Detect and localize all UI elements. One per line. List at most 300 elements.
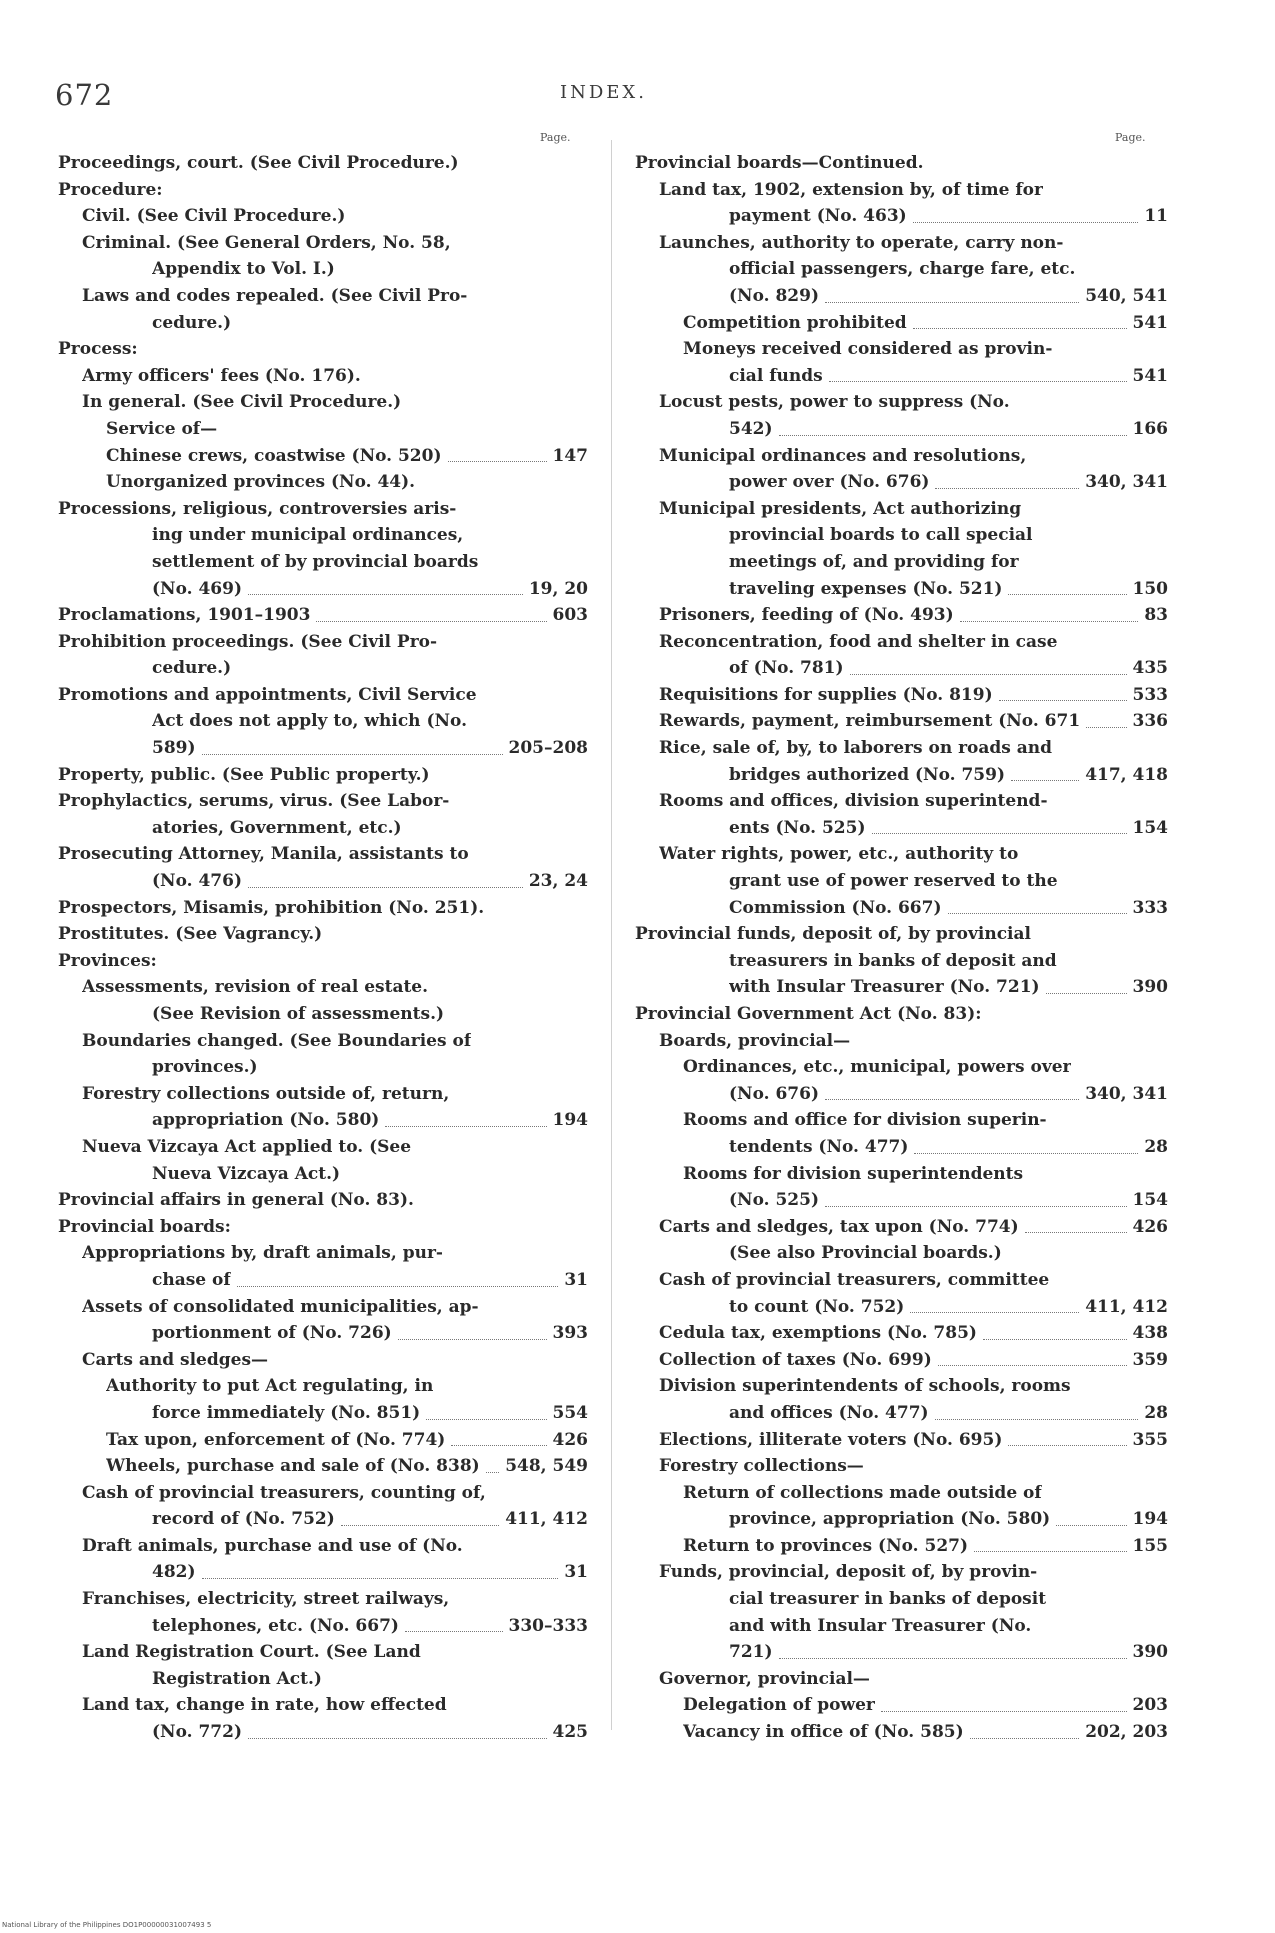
entry-text: Prohibition proceedings. (See Civil Pro- — [58, 631, 438, 652]
leader-dots — [935, 488, 1079, 489]
index-entry — [635, 1001, 1168, 1028]
index-entry — [58, 1666, 588, 1693]
entry-text: Locust pests, power to suppress (No. — [659, 392, 1010, 413]
index-entry — [58, 363, 588, 390]
entry-text: Carts and sledges, tax upon (No. 774) — [659, 1216, 1019, 1237]
index-entry — [58, 1400, 588, 1427]
entry-text: Act does not apply to, which (No. — [152, 711, 468, 732]
index-entry — [58, 655, 588, 682]
index-entry — [635, 629, 1168, 656]
index-entry — [58, 443, 588, 470]
page-reference: 150 — [1132, 578, 1168, 599]
leader-dots — [398, 1339, 547, 1340]
entry-text: Forestry collections outside of, return, — [82, 1083, 450, 1104]
index-entry — [58, 469, 588, 496]
entry-text: chase of — [152, 1269, 231, 1290]
running-head: INDEX. — [560, 82, 647, 103]
index-entry — [635, 203, 1168, 230]
leader-dots — [248, 594, 523, 595]
entry-text: province, appropriation (No. 580) — [729, 1509, 1051, 1530]
entry-text: provinces.) — [152, 1057, 258, 1078]
left-index-column — [58, 150, 588, 1746]
index-entry — [635, 1586, 1168, 1613]
index-entry — [635, 974, 1168, 1001]
entry-text: Proclamations, 1901–1903 — [58, 605, 311, 626]
index-entry — [58, 1347, 588, 1374]
index-entry — [58, 1081, 588, 1108]
entry-text: 542) — [729, 418, 773, 439]
entry-text: atories, Government, etc.) — [152, 817, 402, 838]
entry-text: bridges authorized (No. 759) — [729, 764, 1005, 785]
entry-text: Division superintendents of schools, rooms — [659, 1376, 1071, 1397]
index-entry — [58, 735, 588, 762]
index-entry — [635, 443, 1168, 470]
entry-text: (No. 476) — [152, 871, 242, 892]
index-entry — [635, 1400, 1168, 1427]
index-entry — [58, 1639, 588, 1666]
leader-dots — [914, 1153, 1138, 1154]
page-reference: 166 — [1132, 418, 1168, 439]
entry-text: Assessments, revision of real estate. — [82, 977, 429, 998]
entry-text: Processions, religious, controversies aris- — [58, 498, 457, 519]
page-reference: 330–333 — [508, 1615, 588, 1636]
index-entry — [635, 1028, 1168, 1055]
index-entry — [635, 522, 1168, 549]
index-entry — [58, 283, 588, 310]
page-reference: 203 — [1132, 1695, 1168, 1716]
page-reference: 435 — [1132, 658, 1168, 679]
entry-text: cedure.) — [152, 312, 232, 333]
entry-text: Prophylactics, serums, virus. (See Labor- — [58, 791, 450, 812]
leader-dots — [451, 1445, 546, 1446]
page-reference: 541 — [1132, 365, 1168, 386]
index-entry — [58, 841, 588, 868]
entry-text: Provincial affairs in general (No. 83). — [58, 1190, 414, 1211]
index-entry — [635, 1320, 1168, 1347]
index-entry — [635, 230, 1168, 257]
entry-text: and with Insular Treasurer (No. — [729, 1615, 1032, 1636]
entry-text: Rewards, payment, reimbursement (No. 671 — [659, 711, 1081, 732]
index-entry — [635, 1161, 1168, 1188]
leader-dots — [1025, 1232, 1127, 1233]
leader-dots — [1008, 594, 1126, 595]
index-entry — [58, 389, 588, 416]
leader-dots — [341, 1525, 499, 1526]
index-entry — [58, 682, 588, 709]
index-entry — [58, 203, 588, 230]
page-reference: 154 — [1132, 1190, 1168, 1211]
index-entry — [58, 1107, 588, 1134]
index-entry — [635, 576, 1168, 603]
entry-text: Rooms and office for division superin- — [683, 1110, 1047, 1131]
page-reference: 28 — [1144, 1136, 1168, 1157]
entry-text: 482) — [152, 1562, 196, 1583]
index-entry — [58, 1559, 588, 1586]
entry-text: Draft animals, purchase and use of (No. — [82, 1535, 463, 1556]
index-entry — [635, 682, 1168, 709]
entry-text: power over (No. 676) — [729, 472, 930, 493]
index-entry — [635, 868, 1168, 895]
entry-text: cedure.) — [152, 658, 232, 679]
index-entry — [635, 283, 1168, 310]
index-entry — [58, 256, 588, 283]
index-entry — [58, 974, 588, 1001]
leader-dots — [825, 1099, 1079, 1100]
page-reference: 425 — [552, 1722, 588, 1743]
index-entry — [635, 1613, 1168, 1640]
index-entry — [635, 1533, 1168, 1560]
entry-text: Assets of consolidated municipalities, ap- — [82, 1296, 479, 1317]
leader-dots — [202, 1578, 559, 1579]
entry-text: Municipal ordinances and resolutions, — [659, 445, 1027, 466]
page-number: 672 — [55, 78, 114, 112]
index-entry — [58, 150, 588, 177]
entry-text: Authority to put Act regulating, in — [106, 1376, 434, 1397]
leader-dots — [1008, 1445, 1126, 1446]
entry-text: Cedula tax, exemptions (No. 785) — [659, 1323, 977, 1344]
entry-text: Reconcentration, food and shelter in case — [659, 631, 1058, 652]
page-reference: 83 — [1144, 605, 1168, 626]
entry-text: grant use of power reserved to the — [729, 871, 1058, 892]
page-reference: 390 — [1132, 977, 1168, 998]
entry-text: Ordinances, etc., municipal, powers over — [683, 1057, 1072, 1078]
index-entry — [58, 1134, 588, 1161]
page-reference: 202, 203 — [1085, 1722, 1168, 1743]
page-reference: 31 — [564, 1562, 588, 1583]
entry-text: Registration Act.) — [152, 1668, 322, 1689]
index-entry — [635, 310, 1168, 337]
entry-text: force immediately (No. 851) — [152, 1402, 421, 1423]
page-reference: 19, 20 — [528, 578, 588, 599]
entry-text: appropriation (No. 580) — [152, 1110, 380, 1131]
entry-text: Chinese crews, coastwise (No. 520) — [106, 445, 442, 466]
page-reference: 548, 549 — [505, 1456, 588, 1477]
index-entry — [58, 1692, 588, 1719]
entry-text: record of (No. 752) — [152, 1509, 335, 1530]
page-reference: 31 — [564, 1269, 588, 1290]
index-entry — [635, 1692, 1168, 1719]
index-entry — [635, 1639, 1168, 1666]
entry-text: Funds, provincial, deposit of, by provin- — [659, 1562, 1038, 1583]
entry-text: Cash of provincial treasurers, committee — [659, 1269, 1050, 1290]
page-reference: 554 — [552, 1402, 588, 1423]
leader-dots — [486, 1472, 499, 1473]
entry-text: cial treasurer in banks of deposit — [729, 1589, 1047, 1610]
index-entry — [635, 389, 1168, 416]
leader-dots — [779, 1658, 1127, 1659]
index-entry — [635, 841, 1168, 868]
index-entry — [635, 1666, 1168, 1693]
index-entry — [58, 1001, 588, 1028]
page-reference: 438 — [1132, 1323, 1168, 1344]
entry-text: Delegation of power — [683, 1695, 875, 1716]
index-entry — [635, 708, 1168, 735]
index-entry — [58, 1506, 588, 1533]
index-entry — [58, 708, 588, 735]
entry-text: Service of— — [106, 418, 218, 439]
entry-text: ing under municipal ordinances, — [152, 525, 464, 546]
entry-text: Nueva Vizcaya Act applied to. (See — [82, 1136, 412, 1157]
leader-dots — [948, 913, 1127, 914]
entry-text: Cash of provincial treasurers, counting of, — [82, 1482, 486, 1503]
entry-text: Land tax, 1902, extension by, of time for — [659, 179, 1043, 200]
leader-dots — [825, 302, 1079, 303]
leader-dots — [316, 621, 546, 622]
index-entry — [58, 1453, 588, 1480]
leader-dots — [935, 1419, 1139, 1420]
entry-text: Wheels, purchase and sale of (No. 838) — [106, 1456, 480, 1477]
leader-dots — [1086, 727, 1126, 728]
entry-text: Civil. (See Civil Procedure.) — [82, 206, 346, 227]
entry-text: Launches, authority to operate, carry non- — [659, 232, 1064, 253]
leader-dots — [237, 1286, 559, 1287]
entry-text: Promotions and appointments, Civil Service — [58, 684, 477, 705]
index-entry — [635, 363, 1168, 390]
entry-text: official passengers, charge fare, etc. — [729, 259, 1076, 280]
entry-text: Carts and sledges— — [82, 1349, 269, 1370]
entry-text: Return of collections made outside of — [683, 1482, 1042, 1503]
page-reference: 155 — [1132, 1535, 1168, 1556]
entry-text: Provincial boards—Continued. — [635, 153, 924, 173]
leader-dots — [405, 1631, 503, 1632]
entry-text: (No. 676) — [729, 1083, 819, 1104]
column-divider — [611, 140, 612, 1730]
index-entry — [635, 1347, 1168, 1374]
index-entry — [58, 549, 588, 576]
page-reference: 390 — [1132, 1642, 1168, 1663]
entry-text: Commission (No. 667) — [729, 897, 942, 918]
index-entry — [58, 1294, 588, 1321]
index-entry — [58, 310, 588, 337]
index-entry — [58, 1214, 588, 1241]
entry-text: Rice, sale of, by, to laborers on roads and — [659, 738, 1053, 759]
index-entry — [58, 1586, 588, 1613]
entry-text: Proceedings, court. (See Civil Procedure.) — [58, 153, 459, 173]
page-reference: 336 — [1132, 711, 1168, 732]
page-reference: 426 — [1132, 1216, 1168, 1237]
leader-dots — [1011, 780, 1079, 781]
scan-footer: National Library of the Philippines DO1P00000031007493 5 — [2, 1921, 212, 1929]
entry-text: 721) — [729, 1642, 773, 1663]
index-entry — [635, 1081, 1168, 1108]
index-entry — [58, 576, 588, 603]
index-entry — [58, 762, 588, 789]
index-entry — [58, 522, 588, 549]
entry-text: Moneys received considered as provin- — [683, 339, 1053, 360]
entry-text: Boundaries changed. (See Boundaries of — [82, 1030, 472, 1051]
index-entry — [58, 1240, 588, 1267]
index-entry — [635, 1107, 1168, 1134]
index-entry — [58, 1480, 588, 1507]
entry-text: Prospectors, Misamis, prohibition (No. 251). — [58, 897, 485, 918]
leader-dots — [385, 1126, 546, 1127]
entry-text: Unorganized provinces (No. 44). — [106, 472, 416, 493]
index-entry — [58, 868, 588, 895]
index-entry — [58, 1161, 588, 1188]
entry-text: Competition prohibited — [683, 312, 907, 333]
leader-dots — [1056, 1525, 1126, 1526]
page-reference: 147 — [552, 445, 588, 466]
index-entry — [635, 762, 1168, 789]
leader-dots — [248, 887, 523, 888]
entry-text: telephones, etc. (No. 667) — [152, 1615, 399, 1636]
index-entry — [635, 788, 1168, 815]
page-label-right: Page. — [1115, 131, 1146, 144]
entry-text: Property, public. (See Public property.) — [58, 764, 430, 785]
index-entry — [58, 336, 588, 363]
entry-text: Forestry collections— — [659, 1456, 864, 1477]
page-reference: 540, 541 — [1085, 285, 1168, 306]
leader-dots — [960, 621, 1139, 622]
index-entry — [635, 602, 1168, 629]
index-entry — [58, 948, 588, 975]
index-entry — [58, 1613, 588, 1640]
index-entry — [635, 256, 1168, 283]
entry-text: (No. 772) — [152, 1722, 242, 1743]
page-reference: 333 — [1132, 897, 1168, 918]
entry-text: Provincial funds, deposit of, by provincial — [635, 924, 1031, 945]
page-reference: 359 — [1132, 1349, 1168, 1370]
entry-text: Tax upon, enforcement of (No. 774) — [106, 1429, 446, 1450]
entry-text: (No. 829) — [729, 285, 819, 306]
index-entry — [635, 1719, 1168, 1746]
entry-text: Vacancy in office of (No. 585) — [683, 1722, 964, 1743]
entry-text: Franchises, electricity, street railways, — [82, 1589, 450, 1610]
entry-text: treasurers in banks of deposit and — [729, 950, 1057, 971]
entry-text: Army officers' fees (No. 176). — [82, 365, 361, 386]
index-entry — [58, 1267, 588, 1294]
index-entry — [58, 230, 588, 257]
index-entry — [58, 788, 588, 815]
index-entry — [58, 1533, 588, 1560]
index-entry — [635, 735, 1168, 762]
page-reference: 154 — [1132, 817, 1168, 838]
leader-dots — [426, 1419, 546, 1420]
entry-text: and offices (No. 477) — [729, 1402, 929, 1423]
leader-dots — [825, 1206, 1127, 1207]
entry-text: Governor, provincial— — [659, 1668, 870, 1689]
index-entry — [635, 948, 1168, 975]
page-reference: 11 — [1144, 206, 1168, 227]
page-reference: 194 — [552, 1110, 588, 1131]
leader-dots — [1046, 993, 1127, 994]
leader-dots — [872, 833, 1127, 834]
index-entry — [58, 496, 588, 523]
leader-dots — [448, 461, 547, 462]
leader-dots — [913, 328, 1127, 329]
page-reference: 205–208 — [508, 738, 588, 759]
leader-dots — [202, 754, 503, 755]
entry-text: Prostitutes. (See Vagrancy.) — [58, 924, 323, 945]
entry-text: Appendix to Vol. I.) — [152, 259, 335, 280]
index-entry — [635, 469, 1168, 496]
entry-text: payment (No. 463) — [729, 206, 907, 227]
leader-dots — [938, 1365, 1127, 1366]
index-entry — [635, 921, 1168, 948]
index-entry — [635, 1480, 1168, 1507]
entry-text: with Insular Treasurer (No. 721) — [729, 977, 1040, 998]
index-entry — [58, 416, 588, 443]
page-label-left: Page. — [540, 131, 571, 144]
page-reference: 28 — [1144, 1402, 1168, 1423]
page-reference: 23, 24 — [528, 871, 588, 892]
page-reference: 417, 418 — [1085, 764, 1168, 785]
index-entry — [635, 1427, 1168, 1454]
entry-text: provincial boards to call special — [729, 525, 1033, 546]
page-reference: 603 — [552, 605, 588, 626]
entry-text: Land Registration Court. (See Land — [82, 1642, 421, 1663]
index-entry — [58, 1427, 588, 1454]
entry-text: portionment of (No. 726) — [152, 1323, 392, 1344]
entry-text: Rooms and offices, division superintend- — [659, 791, 1048, 812]
index-entry — [635, 1267, 1168, 1294]
leader-dots — [970, 1738, 1080, 1739]
page-reference: 411, 412 — [505, 1509, 588, 1530]
entry-text: Laws and codes repealed. (See Civil Pro- — [82, 285, 468, 306]
entry-text: In general. (See Civil Procedure.) — [82, 392, 402, 413]
index-entry — [58, 177, 588, 204]
index-entry — [635, 177, 1168, 204]
leader-dots — [913, 222, 1139, 223]
leader-dots — [881, 1711, 1127, 1712]
index-entry — [635, 336, 1168, 363]
entry-text: (See also Provincial boards.) — [729, 1243, 1002, 1264]
entry-text: Boards, provincial— — [659, 1030, 851, 1051]
entry-text: to count (No. 752) — [729, 1296, 905, 1317]
page-reference: 340, 341 — [1085, 1083, 1168, 1104]
entry-text: Nueva Vizcaya Act.) — [152, 1163, 341, 1184]
entry-text: of (No. 781) — [729, 658, 844, 679]
entry-text: Prosecuting Attorney, Manila, assistants to — [58, 844, 469, 865]
entry-text: Provincial Government Act (No. 83): — [635, 1004, 982, 1024]
index-entry — [58, 1320, 588, 1347]
index-entry — [635, 549, 1168, 576]
index-entry — [635, 416, 1168, 443]
entry-text: Municipal presidents, Act authorizing — [659, 498, 1022, 519]
entry-text: Requisitions for supplies (No. 819) — [659, 684, 993, 705]
index-entry — [635, 1453, 1168, 1480]
page-reference: 393 — [552, 1323, 588, 1344]
page-reference: 355 — [1132, 1429, 1168, 1450]
index-entry — [58, 1054, 588, 1081]
entry-text: Procedure: — [58, 179, 163, 200]
index-entry — [635, 1506, 1168, 1533]
page-reference: 426 — [552, 1429, 588, 1450]
index-entry — [635, 1214, 1168, 1241]
entry-text: Criminal. (See General Orders, No. 58, — [82, 232, 451, 253]
index-entry — [58, 1719, 588, 1746]
entry-text: Elections, illiterate voters (No. 695) — [659, 1429, 1003, 1450]
entry-text: meetings of, and providing for — [729, 551, 1019, 572]
index-entry — [635, 1187, 1168, 1214]
entry-text: Rooms for division superintendents — [683, 1163, 1024, 1184]
index-entry — [58, 895, 588, 922]
leader-dots — [850, 674, 1127, 675]
entry-text: ents (No. 525) — [729, 817, 866, 838]
index-entry — [635, 655, 1168, 682]
entry-text: Water rights, power, etc., authority to — [659, 844, 1019, 865]
leader-dots — [983, 1339, 1127, 1340]
entry-text: 589) — [152, 738, 196, 759]
entry-text: Land tax, change in rate, how effected — [82, 1695, 447, 1716]
index-entry — [635, 150, 1168, 177]
entry-text: (See Revision of assessments.) — [152, 1004, 445, 1024]
index-entry — [635, 1240, 1168, 1267]
index-entry — [635, 1559, 1168, 1586]
entry-text: Process: — [58, 339, 138, 360]
entry-text: (No. 525) — [729, 1190, 819, 1211]
page-reference: 194 — [1132, 1509, 1168, 1530]
